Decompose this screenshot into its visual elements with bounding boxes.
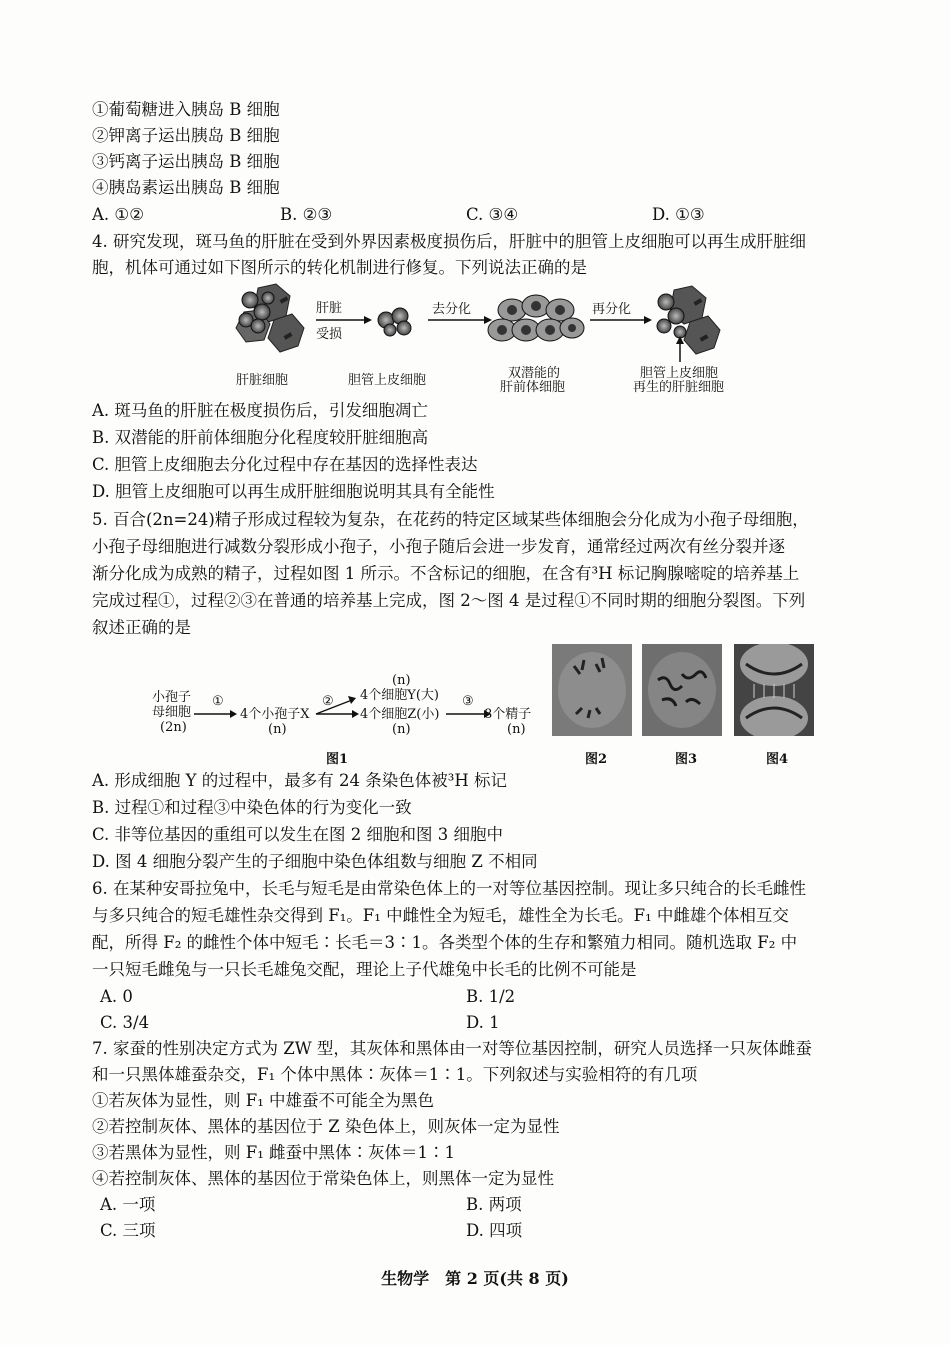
fig1-mother-1: 小孢子 [152,690,192,705]
label-liver-cells: 肝脏细胞 [236,373,289,388]
q3-item-1: ①葡萄糖进入胰岛 B 细胞 [92,100,280,119]
q4-option-c: C. 胆管上皮细胞去分化过程中存在基因的选择性表达 [92,455,478,474]
fig1-y-ploidy: (n) [392,673,411,688]
q6-option-b: B. 1/2 [466,987,516,1006]
fig1-cell-z: 4个细胞Z(小) [360,707,440,722]
q7-option-c: C. 三项 [100,1221,156,1240]
fig1-step-1: ① [212,694,224,709]
label-bile-duct-regen: 胆管上皮细胞 [640,366,719,381]
precursor-cells-drawing [488,295,584,341]
q5-option-d: D. 图 4 细胞分裂产生的子细胞中染色体组数与细胞 Z 不相同 [92,852,538,871]
q3-option-d: D. ①③ [652,205,705,224]
q5-stem-line-1: 5. 百合(2n=24)精子形成过程较为复杂，在花药的特定区域某些体细胞会分化成为小孢子母细胞， [92,510,809,529]
q5-stem-line-4: 完成过程①，过程②③在普通的培养基上完成，图 2～图 4 是过程①不同时期的细胞分裂图。下列 [92,591,806,610]
q6-stem-line-4: 一只短毛雌兔与一只长毛雄兔交配，理论上子代雄兔中长毛的比例不可能是 [92,960,637,979]
q3-item-3: ③钙离子运出胰岛 B 细胞 [92,152,280,171]
q6-option-a: A. 0 [100,987,133,1006]
fig4-micrograph [734,644,814,736]
q5-option-a: A. 形成细胞 Y 的过程中，最多有 24 条染色体被³H 标记 [92,771,508,790]
q7-item-4: ④若控制灰体、黑体的基因位于常染色体上，则黑体一定为显性 [92,1169,554,1188]
q3-option-a: A. ①② [92,205,144,224]
q5-stem-line-3: 渐分化成为成熟的精子，过程如图 1 所示。不含标记的细胞，在含有³H 标记胸腺嘧啶的培养基上 [92,564,800,583]
page-footer: 生物学 第 2 页(共 8 页) [381,1269,569,1288]
q5-stem-line-5: 叙述正确的是 [92,618,191,637]
q5-stem-line-2: 小孢子母细胞进行减数分裂形成小孢子，小孢子随后会进一步发育，通常经过两次有丝分裂并逐 [92,537,785,556]
q4-option-a: A. 斑马鱼的肝脏在极度损伤后，引发细胞凋亡 [92,401,428,420]
q5-option-b: B. 过程①和过程③中染色体的行为变化一致 [92,798,412,817]
q4-stem-line-1: 4. 研究发现，斑马鱼的肝脏在受到外界因素极度损伤后，肝脏中的胆管上皮细胞可以再生成肝脏细 [92,232,806,251]
q7-option-a: A. 一项 [100,1195,156,1214]
label-regenerated-liver: 再生的肝脏细胞 [633,380,725,395]
fig1-step-3: ③ [462,694,474,709]
q4-option-b: B. 双潜能的肝前体细胞分化程度较肝脏细胞高 [92,428,429,447]
q6-option-c: C. 3/4 [100,1013,150,1032]
q7-item-1: ①若灰体为显性，则 F₁ 中雄蚕不可能全为黑色 [92,1091,435,1110]
q7-item-2: ②若控制灰体、黑体的基因位于 Z 染色体上，则灰体一定为显性 [92,1117,560,1136]
label-precursor: 肝前体细胞 [500,380,566,395]
arrow-label-dedifferentiation: 去分化 [432,302,472,317]
liver-cells-drawing [236,284,304,352]
q6-stem-line-1: 6. 在某种安哥拉兔中，长毛与短毛是由常染色体上的一对等位基因控制。现让多只纯合的长毛雌性 [92,879,806,898]
q4-stem-line-2: 胞，机体可通过如下图所示的转化机制进行修复。下列说法正确的是 [92,258,587,277]
fig4-caption: 图4 [766,752,789,767]
fig2-caption: 图2 [585,752,608,767]
q3-option-b: B. ②③ [280,205,333,224]
fig3-micrograph [642,644,722,736]
fig1-spores-ploidy: (n) [268,722,287,737]
fig1-step-2: ② [322,694,334,709]
q7-option-d: D. 四项 [466,1221,523,1240]
q7-stem-line-1: 7. 家蚕的性别决定方式为 ZW 型，其灰体和黑体由一对等位基因控制，研究人员选择一只灰体雌蚕 [92,1039,812,1058]
fig1-cell-y: 4个细胞Y(大) [360,688,439,703]
bile-duct-cells-drawing [378,308,411,336]
q4-cell-figure [228,282,748,364]
fig3-caption: 图3 [675,752,698,767]
q3-option-c: C. ③④ [466,205,519,224]
fig1-spores: 4个小孢子X [240,707,310,722]
fig1-z-ploidy: (n) [392,722,411,737]
arrow-label-damaged: 受损 [316,327,343,342]
q4-option-d: D. 胆管上皮细胞可以再生成肝脏细胞说明其具有全能性 [92,482,495,501]
label-bile-duct-cells: 胆管上皮细胞 [348,373,427,388]
fig1-sperm: 8个精子 [484,707,532,722]
q6-stem-line-3: 配，所得 F₂ 的雌性个体中短毛∶长毛＝3∶1。各类型个体的生存和繁殖力相同。随机选取 F₂ 中 [92,933,798,952]
q5-fig1-arrows [140,670,550,740]
arrow-label-liver: 肝脏 [316,301,343,316]
arrow-label-redifferentiation: 再分化 [592,302,632,317]
q7-option-b: B. 两项 [466,1195,522,1214]
q6-option-d: D. 1 [466,1013,500,1032]
q3-item-2: ②钾离子运出胰岛 B 细胞 [92,126,280,145]
q3-item-4: ④胰岛素运出胰岛 B 细胞 [92,178,280,197]
fig1-sperm-ploidy: (n) [507,722,526,737]
q7-item-3: ③若黑体为显性，则 F₁ 雌蚕中黑体∶灰体＝1∶1 [92,1143,456,1162]
label-bipotent: 双潜能的 [508,366,561,381]
fig2-micrograph [552,644,632,736]
q5-option-c: C. 非等位基因的重组可以发生在图 2 细胞和图 3 细胞中 [92,825,504,844]
q7-stem-line-2: 和一只黑体雄蚕杂交，F₁ 个体中黑体∶灰体＝1∶1。下列叙述与实验相符的有几项 [92,1065,698,1084]
fig1-caption: 图1 [326,752,349,767]
fig1-mother-2: 母细胞 [152,705,192,720]
regenerated-cells-drawing [657,286,720,362]
q6-stem-line-2: 与多只纯合的短毛雄性杂交得到 F₁。F₁ 中雌性全为短毛，雄性全为长毛。F₁ 中雌雄个体相互交 [92,906,789,925]
fig1-mother-ploidy: (2n) [160,720,187,735]
